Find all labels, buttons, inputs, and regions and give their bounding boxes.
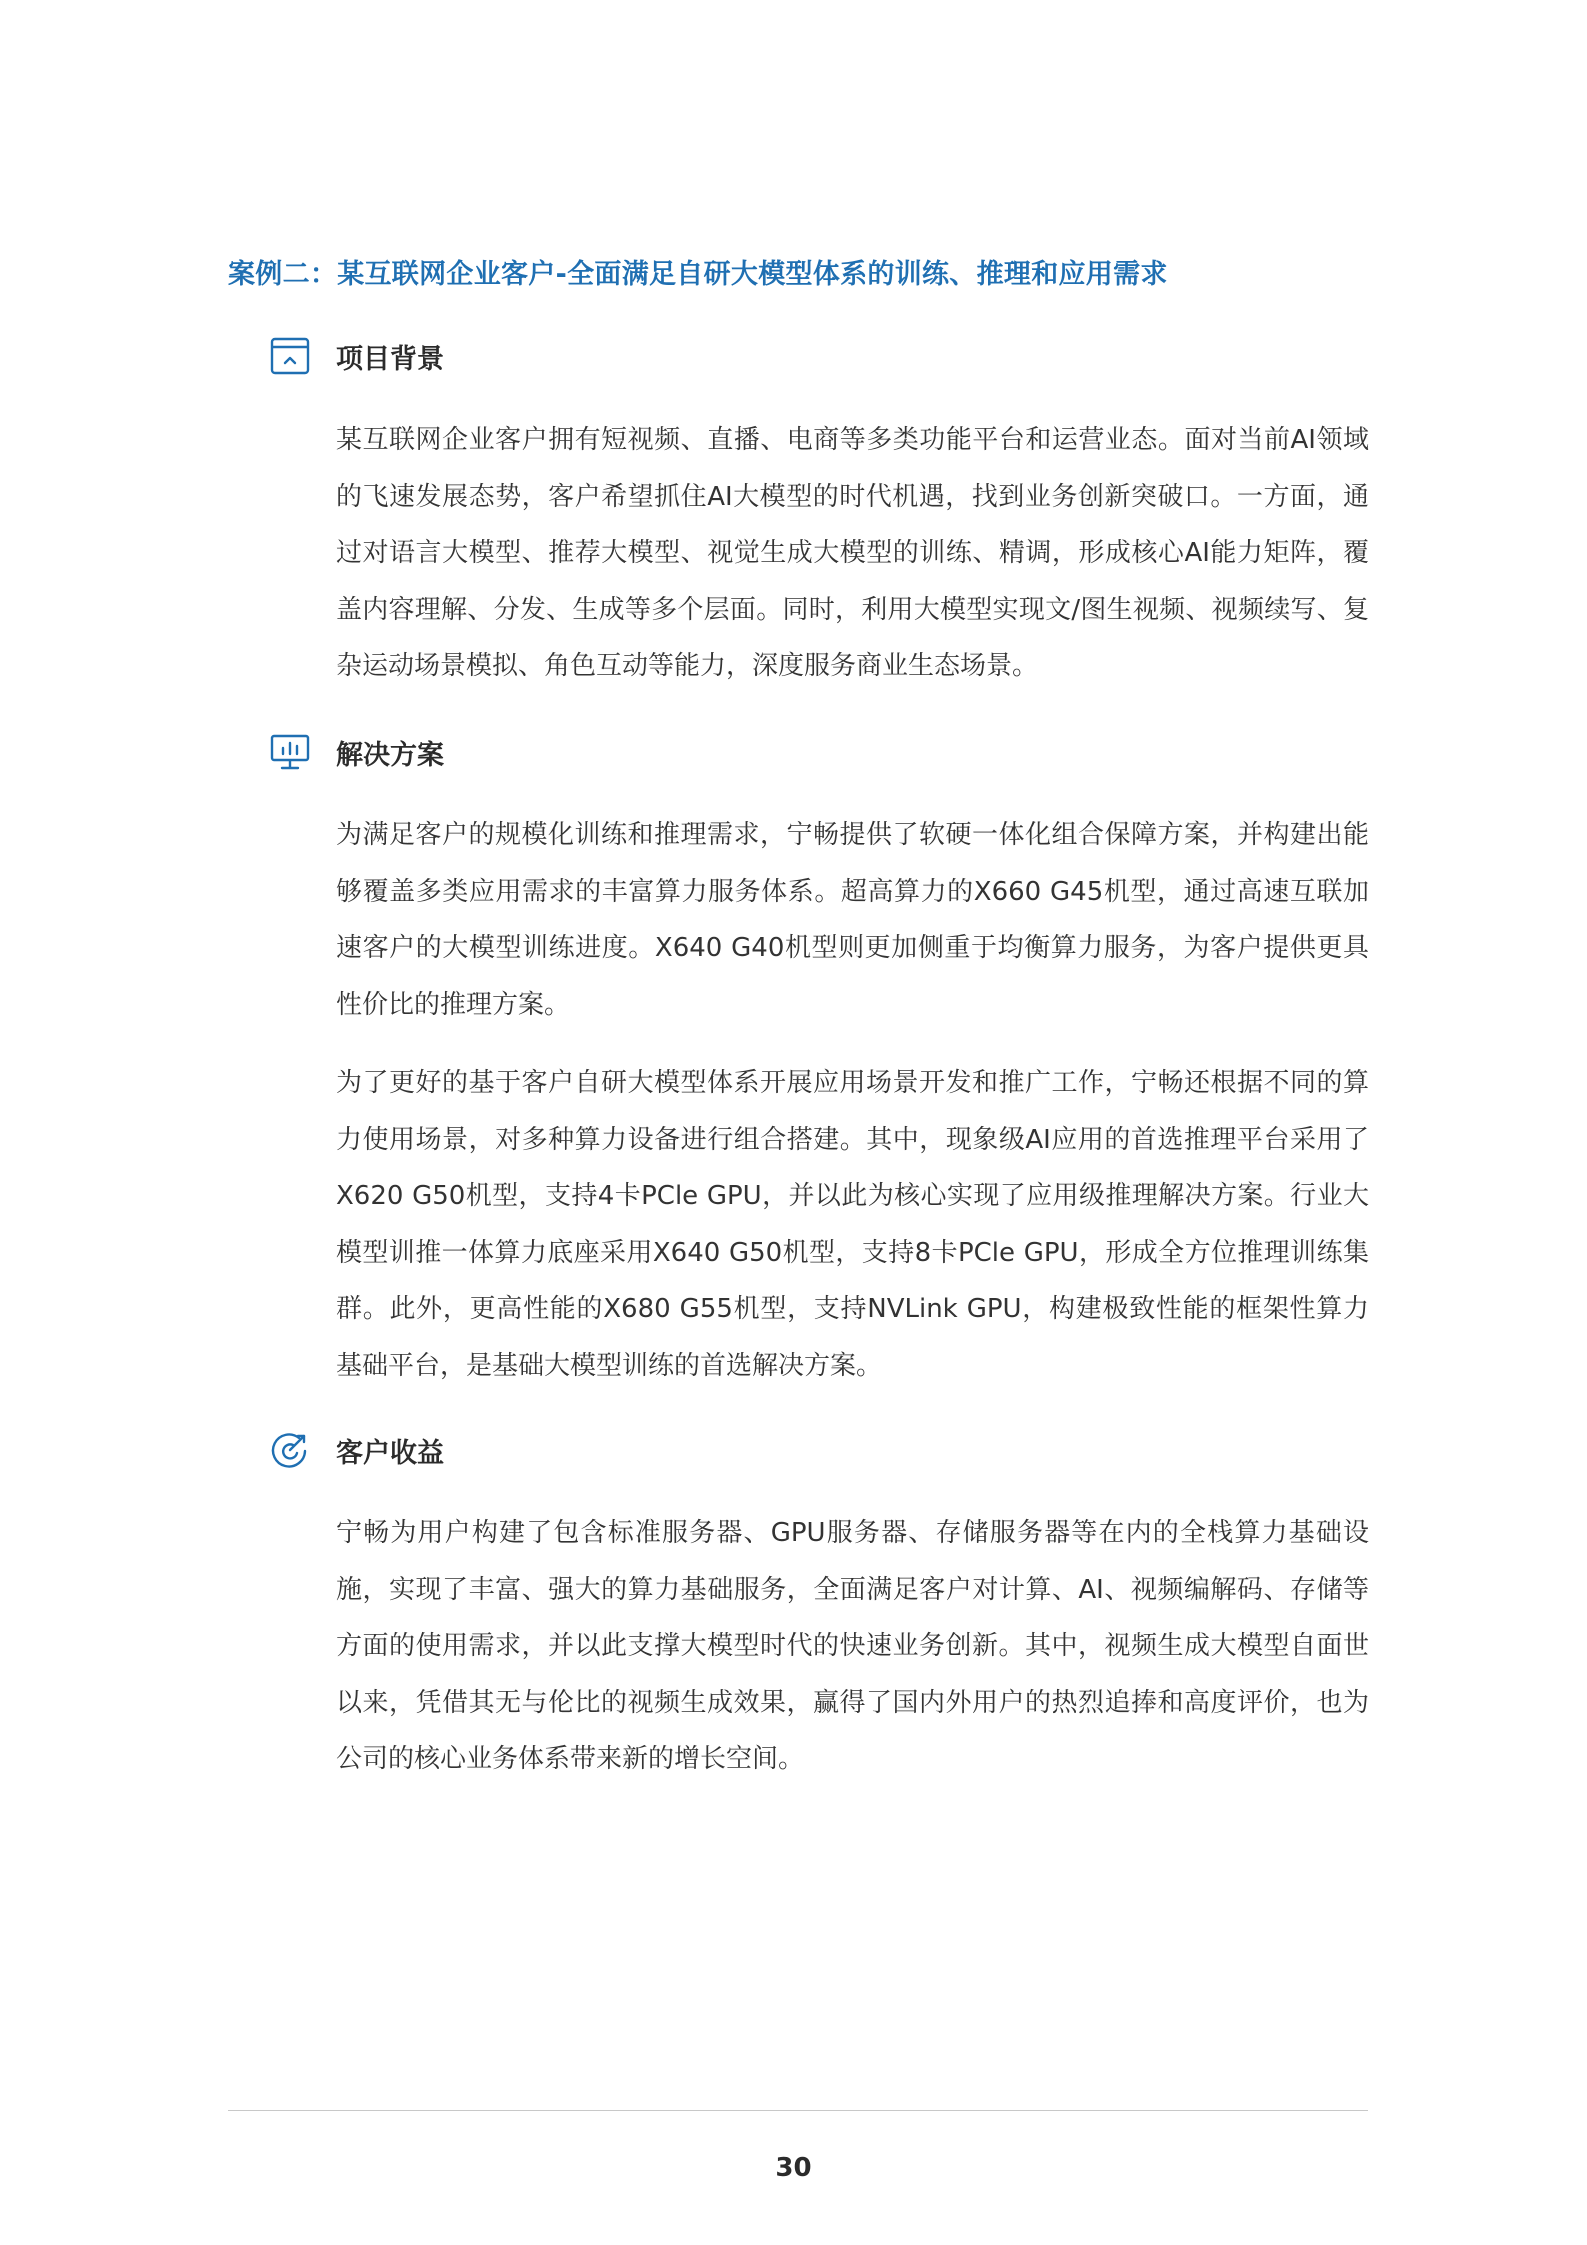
background-paragraph: 某互联网企业客户拥有短视频、直播、电商等多类功能平台和运营业态。面对当前AI领域的飞速发展态势，客户希望抓住AI大模型的时代机遇，找到业务创新突破口。一方面，通过对语言大模型、推荐大模型、视觉生成大模型的训练、精调，形成核心AI能力矩阵，覆盖内容理解、分发、生成等多个层面。同时，利用大模型实现文/图生视频、视频续写、复杂运动场景模拟、角色互动等能力，深度服务商业生态场景。 bbox=[336, 425, 1369, 681]
section-header-solution bbox=[268, 730, 444, 774]
presentation-chart-icon bbox=[268, 730, 312, 774]
section-header-background bbox=[268, 334, 444, 378]
target-arrow-icon bbox=[268, 1428, 312, 1472]
solution-paragraph-2: 为了更好的基于客户自研大模型体系开展应用场景开发和推广工作，宁畅还根据不同的算力使用场景，对多种算力设备进行组合搭建。其中，现象级AI应用的首选推理平台采用了X620 G50机型，支持4卡PCle GPU，并以此为核心实现了应用级推理解决方案。行业大模型训推一体算力底座采用X640 G50机型，支持8卡PCle GPU，形成全方位推理训练集群。此外，更高性能的X680 G55机型，支持NVLink GPU，构建极致性能的框架性算力基础平台，是基础大模型训练的首选解决方案。 bbox=[336, 1068, 1369, 1381]
section-label-benefits: 客户收益 bbox=[336, 1437, 444, 1469]
section-header-benefits bbox=[268, 1428, 444, 1472]
page-number: 30 bbox=[775, 2153, 812, 2183]
window-icon bbox=[268, 334, 312, 378]
footer-divider bbox=[228, 2110, 1368, 2111]
section-label-solution: 解决方案 bbox=[336, 739, 444, 771]
case-title: 案例二：某互联网企业客户-全面满足自研大模型体系的训练、推理和应用需求 bbox=[228, 259, 1168, 290]
solution-paragraph-1: 为满足客户的规模化训练和推理需求，宁畅提供了软硬一体化组合保障方案，并构建出能够覆盖多类应用需求的丰富算力服务体系。超高算力的X660 G45机型，通过高速互联加速客户的大模型训练进度。X640 G40机型则更加侧重于均衡算力服务，为客户提供更具性价比的推理方案。 bbox=[336, 820, 1369, 1020]
benefits-paragraph: 宁畅为用户构建了包含标准服务器、GPU服务器、存储服务器等在内的全栈算力基础设施，实现了丰富、强大的算力基础服务，全面满足客户对计算、AI、视频编解码、存储等方面的使用需求，并以此支撑大模型时代的快速业务创新。其中，视频生成大模型自面世以来，凭借其无与伦比的视频生成效果，赢得了国内外用户的热烈追捧和高度评价，也为公司的核心业务体系带来新的增长空间。 bbox=[336, 1518, 1369, 1774]
section-label-background: 项目背景 bbox=[336, 343, 444, 375]
